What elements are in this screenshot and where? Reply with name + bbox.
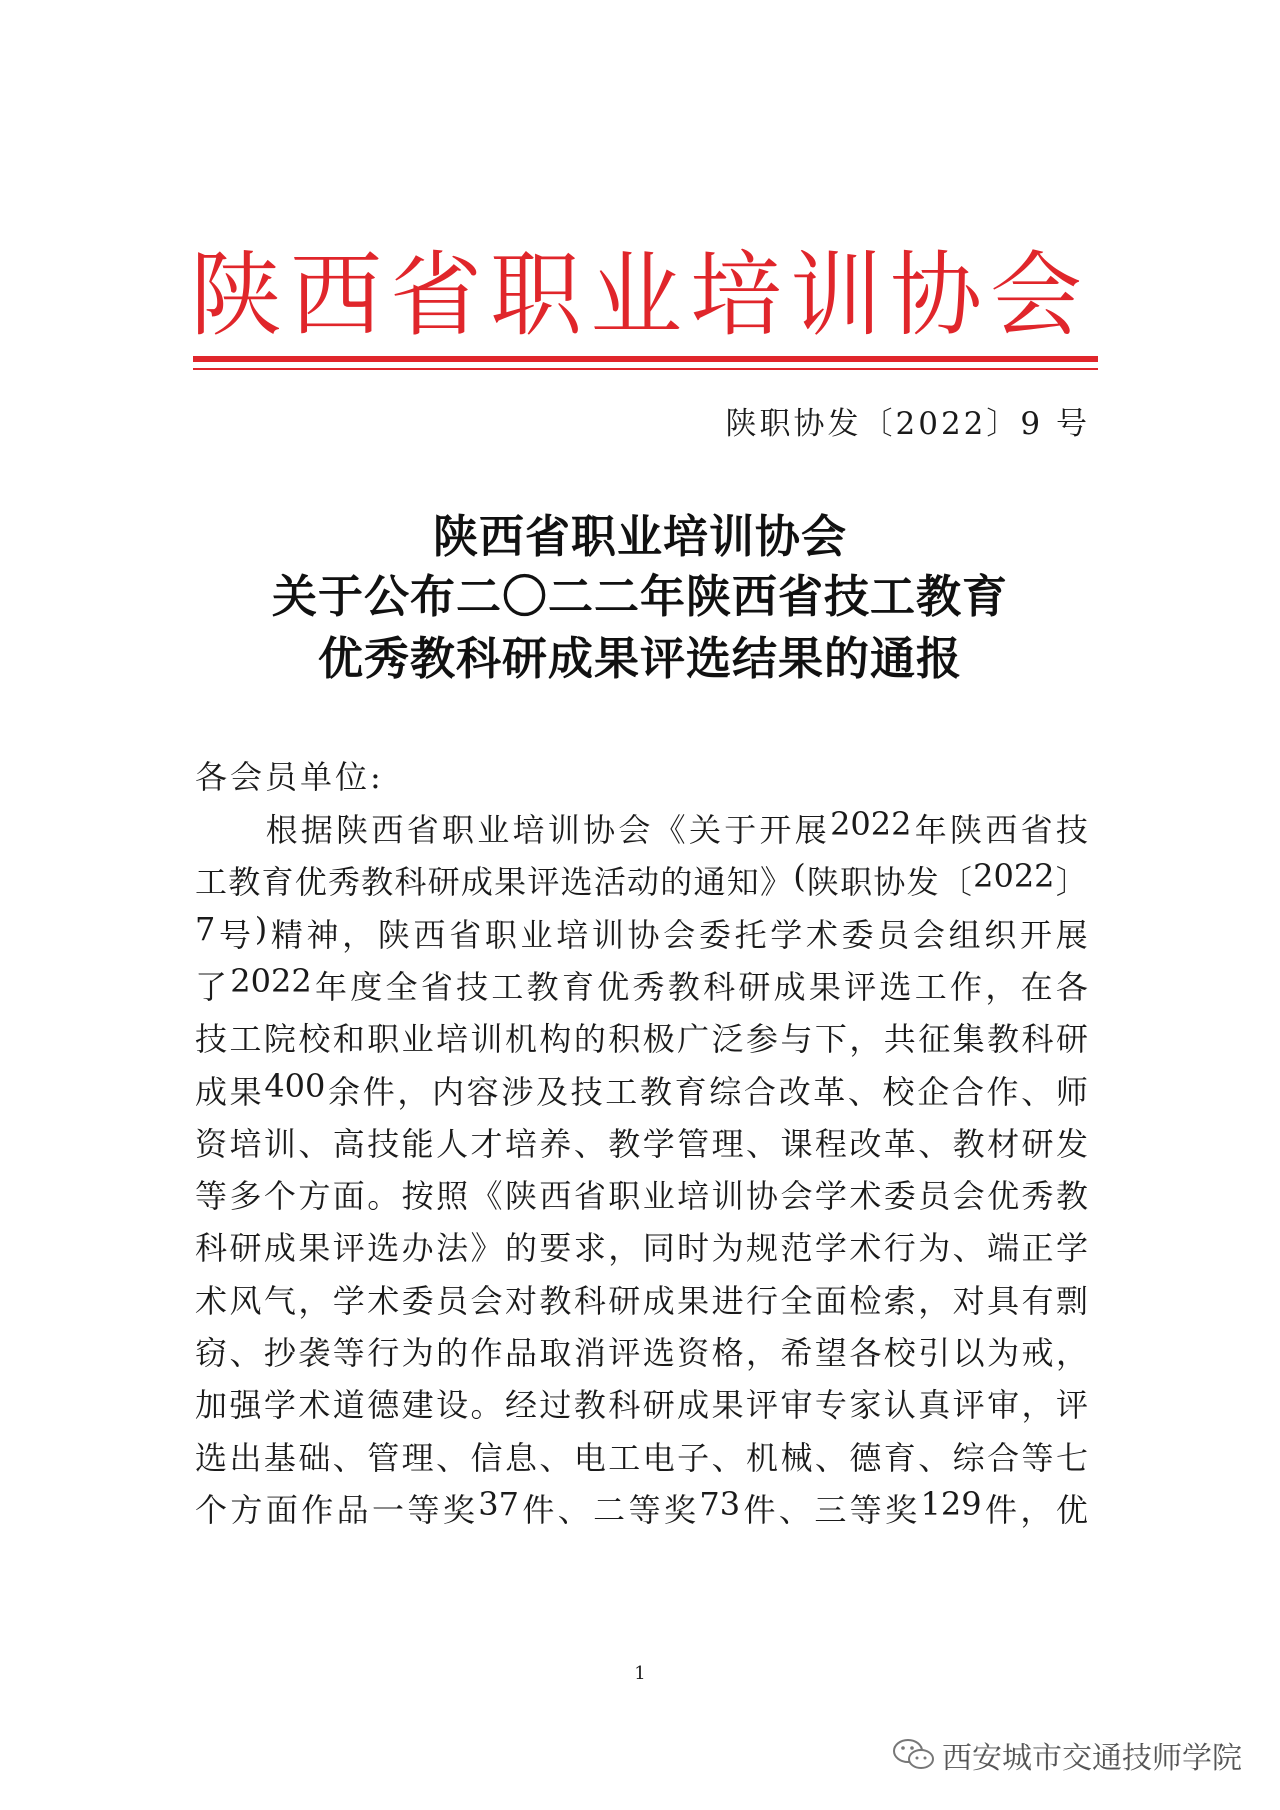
notice-title-line-1: 陕西省职业培训协会 xyxy=(432,510,847,563)
salutation: 各会员单位: xyxy=(195,758,384,796)
body-line: 了 2022 年 度 全 省 技 工 教 育 优 秀 教 科 研 成 果 评 选 工 作 ， 在 各 xyxy=(195,961,1088,1006)
letterhead-title: 陕西省职业培训协会 xyxy=(190,242,1091,349)
body-line: 科 研 成 果 评 选 办 法 》 的 要 求 ， 同 时 为 规 范 学 术 行 为 、 端 正 学 xyxy=(195,1229,1088,1268)
red-divider-thin xyxy=(193,368,1098,370)
body-line: 加 强 学 术 道 德 建 设 。 经 过 教 科 研 成 果 评 审 专 家 认 真 评 审 ， 评 xyxy=(195,1386,1088,1425)
body-line: 技 工 院 校 和 职 业 培 训 机 构 的 积 极 广 泛 参 与 下 ， 共 征 集 教 科 研 xyxy=(195,1020,1088,1059)
source-watermark xyxy=(892,1733,1242,1777)
body-line: 资 培 训 、 高 技 能 人 才 培 养 、 教 学 管 理 、 课 程 改 革 、 教 材 研 发 xyxy=(195,1124,1088,1163)
notice-title-line-2: 关于公布二〇二二年陕西省技工教育 xyxy=(271,570,1008,623)
body-line: 等 多 个 方 面 。 按 照 《 陕 西 省 职 业 培 训 协 会 学 术 委 员 会 优 秀 教 xyxy=(195,1177,1088,1216)
body-line: 工 教 育 优 秀 教 科 研 成 果 评 选 活 动 的 通 知 》 ( 陕 职 协 发 〔 2022 〕 xyxy=(195,857,1088,902)
body-line: 术 风 气 ， 学 术 委 员 会 对 教 科 研 成 果 进 行 全 面 检 索 ， 对 具 有 剽 xyxy=(195,1281,1088,1320)
body-line: 7 号 ) 精 神 ， 陕 西 省 职 业 培 训 协 会 委 托 学 术 委 员 会 组 织 开 展 xyxy=(195,909,1088,954)
body-line: 根 据 陕 西 省 职 业 培 训 协 会 《 关 于 开 展 2022 年 陕 西 省 技 xyxy=(265,805,1088,849)
body-line: 个 方 面 作 品 一 等 奖 37 件 、 二 等 奖 73 件 、 三 等 奖 129 件 ， 优 xyxy=(195,1484,1088,1529)
body-line: 窃 、 抄 袭 等 行 为 的 作 品 取 消 评 选 资 格 ， 希 望 各 校 引 以 为 戒 ， xyxy=(195,1334,1088,1372)
document-number: 陕职协发〔2022〕9 号 xyxy=(725,406,1090,442)
body-line: 成 果 400 余 件 ， 内 容 涉 及 技 工 教 育 综 合 改 革 、 校 企 合 作 、 师 xyxy=(195,1066,1088,1111)
notice-title-line-3: 优秀教科研成果评选结果的通报 xyxy=(317,632,962,685)
red-divider-thick xyxy=(193,356,1098,362)
wechat-icon xyxy=(892,1737,936,1773)
watermark-text: 西安城市交通技师学院 xyxy=(942,1741,1242,1776)
body-line: 选 出 基 础 、 管 理 、 信 息 、 电 工 电 子 、 机 械 、 德 育 、 综 合 等 七 xyxy=(195,1438,1088,1477)
page-number: 1 xyxy=(634,1663,646,1684)
